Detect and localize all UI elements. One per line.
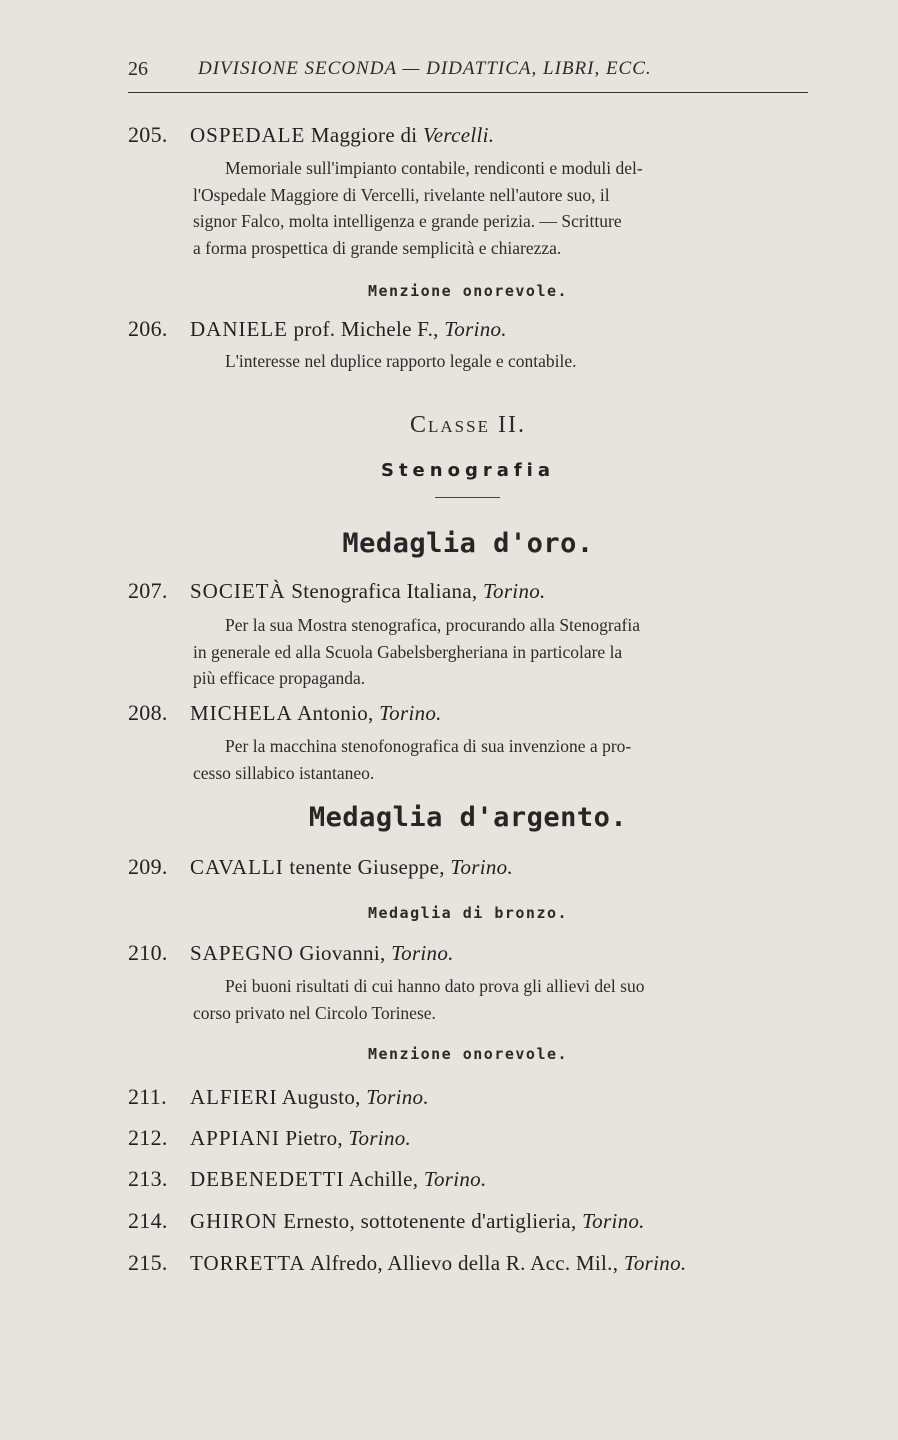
entry-city: Torino. [379, 701, 442, 725]
entry-city: Torino. [450, 855, 514, 879]
description-line: cesso sillabico istantaneo. [193, 762, 375, 783]
entry-210 [128, 940, 828, 966]
entry-210-description [193, 973, 817, 1026]
entry-details: Stenografica Italiana, [291, 579, 478, 603]
entry-surname: APPIANI [190, 1126, 280, 1150]
entry-number: 207. [128, 578, 168, 603]
entry-surname: TORRETTA [190, 1251, 306, 1275]
entry-city: Torino. [423, 1167, 487, 1191]
entry-205-description [193, 155, 817, 261]
entry-surname: DANIELE [190, 317, 288, 341]
entry-207 [128, 578, 828, 604]
entry-number: 209. [128, 854, 168, 879]
entry-205 [128, 122, 828, 148]
running-title: DIVISIONE SECONDA — DIDATTICA, LIBRI, ECC. [198, 58, 652, 79]
description-line: Per la sua Mostra stenografica, procurando alla Stenografia [225, 615, 640, 635]
entry-city: Torino. [623, 1251, 687, 1275]
entry-city: Torino. [391, 941, 454, 965]
entry-206 [128, 316, 828, 342]
entry-211 [128, 1084, 828, 1110]
award-heading-oro: Medaglia d'oro. [342, 528, 594, 559]
entry-surname: SAPEGNO [190, 941, 294, 965]
entry-215 [128, 1250, 828, 1276]
description-line: l'Ospedale Maggiore di Vercelli, rivelante nell'autore suo, il [193, 184, 610, 205]
entry-details: Augusto, [281, 1085, 361, 1109]
entry-208 [128, 700, 828, 726]
award-heading-menzione: Menzione onorevole. [367, 1045, 569, 1063]
entry-number: 211. [128, 1084, 167, 1109]
description-line: Memoriale sull'impianto contabile, rendiconti e moduli del- [225, 158, 643, 178]
entry-number: 214. [128, 1208, 168, 1233]
entry-213 [128, 1166, 828, 1192]
entry-number: 205. [128, 122, 168, 147]
entry-212 [128, 1125, 828, 1151]
entry-207-description [193, 612, 817, 692]
entry-surname: ALFIERI [190, 1085, 278, 1109]
entry-number: 210. [128, 940, 168, 965]
award-heading-bronzo: Medaglia di bronzo. [367, 904, 569, 922]
description-line: più efficace propaganda. [193, 668, 366, 688]
entry-number: 215. [128, 1250, 168, 1275]
entry-details: Ernesto, sottotenente d'artiglieria, [283, 1209, 577, 1233]
header-rule [128, 92, 808, 93]
entry-city: Torino. [582, 1209, 645, 1233]
entry-city: Torino. [482, 579, 546, 603]
entry-number: 206. [128, 316, 168, 341]
entry-details: Maggiore di [310, 123, 418, 147]
description-line: Per la macchina stenofonografica di sua invenzione a pro- [225, 736, 632, 756]
description-line: corso privato nel Circolo Torinese. [193, 1002, 436, 1023]
entry-details: prof. Michele F., [293, 317, 439, 341]
description-line: in generale ed alla Scuola Gabelsbergheriana in particolare la [193, 641, 623, 662]
entry-number: 213. [128, 1166, 168, 1191]
entry-209 [128, 854, 828, 880]
entry-surname: DEBENEDETTI [190, 1167, 345, 1191]
entry-surname: SOCIETÀ [190, 579, 286, 603]
subject-heading: Stenografia [380, 460, 555, 481]
entry-city: Torino. [366, 1085, 429, 1109]
entry-214 [128, 1208, 828, 1234]
subject-rule [435, 497, 500, 498]
entry-surname: OSPEDALE [190, 123, 306, 147]
description-line: Pei buoni risultati di cui hanno dato prova gli allievi del suo [225, 976, 645, 996]
entry-surname: GHIRON [190, 1209, 278, 1233]
classe-heading: Classe II. [410, 412, 526, 438]
entry-details: Pietro, [285, 1126, 343, 1150]
entry-city: Vercelli. [423, 123, 495, 147]
entry-number: 212. [128, 1125, 168, 1150]
entry-details: Giovanni, [299, 941, 386, 965]
award-heading-menzione: Menzione onorevole. [367, 282, 569, 300]
entry-206-description [193, 348, 817, 375]
entry-city: Torino. [348, 1126, 412, 1150]
page-number: 26 [128, 58, 148, 80]
entry-surname: CAVALLI [190, 855, 284, 879]
description-line: L'interesse nel duplice rapporto legale e contabile. [225, 351, 577, 371]
description-line: signor Falco, molta intelligenza e grande perizia. — Scritture [193, 211, 622, 231]
entry-208-description [193, 733, 817, 786]
entry-city: Torino. [444, 317, 507, 341]
running-header [128, 52, 808, 86]
entry-number: 208. [128, 700, 168, 725]
entry-details: Antonio, [297, 701, 374, 725]
award-heading-argento: Medaglia d'argento. [308, 802, 628, 833]
entry-details: tenente Giuseppe, [289, 855, 445, 879]
entry-details: Alfredo, Allievo della R. Acc. Mil., [310, 1251, 619, 1275]
description-line: a forma prospettica di grande semplicità e chiarezza. [193, 237, 562, 258]
entry-surname: MICHELA [190, 701, 293, 725]
entry-details: Achille, [348, 1167, 419, 1191]
